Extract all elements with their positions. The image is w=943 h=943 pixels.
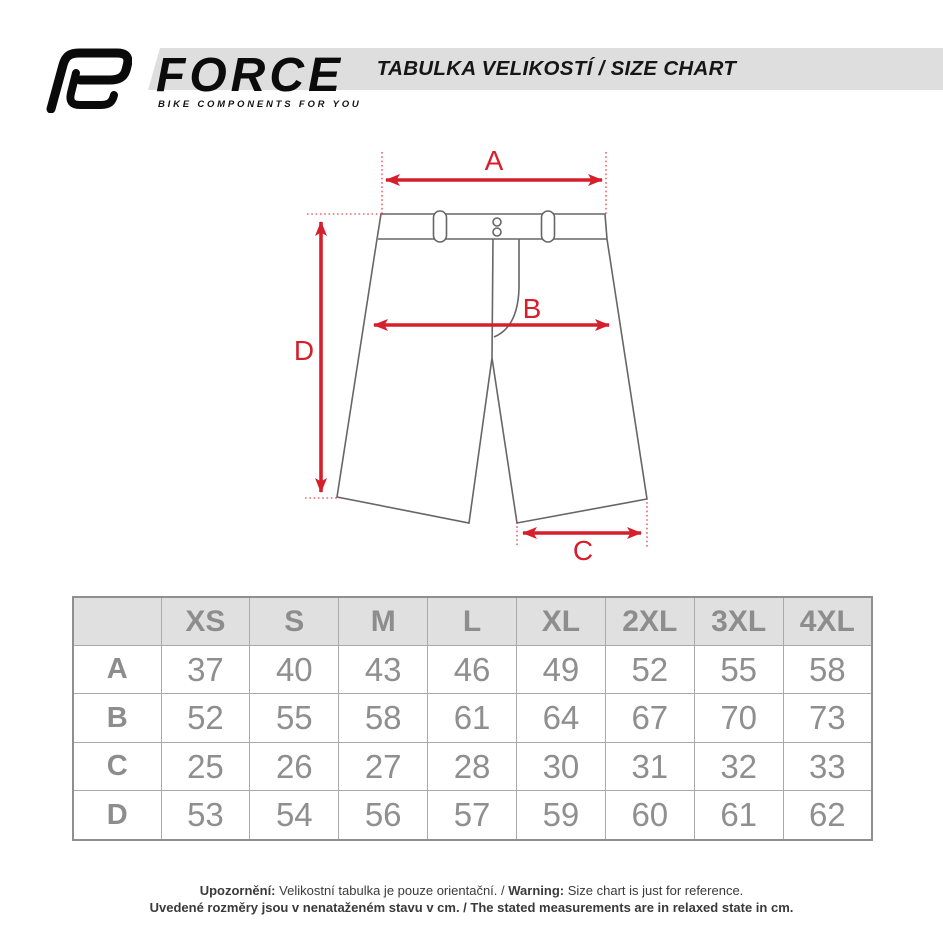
table-row xyxy=(73,791,872,840)
belt-loop-left xyxy=(434,211,447,242)
size-value-cell: 28 xyxy=(428,742,517,790)
size-value-cell: 53 xyxy=(161,791,250,840)
table-row xyxy=(73,742,872,790)
label-b: B xyxy=(522,293,542,324)
size-value-cell: 54 xyxy=(250,791,339,840)
size-value-cell: 62 xyxy=(783,791,872,840)
force-logo-icon xyxy=(44,45,132,113)
footer-warning-line xyxy=(0,883,943,900)
size-value-cell: 67 xyxy=(605,694,694,742)
size-value-cell: 37 xyxy=(161,646,250,694)
size-value-cell: 26 xyxy=(250,742,339,790)
size-value-cell: 55 xyxy=(694,646,783,694)
size-col-header: L xyxy=(428,597,517,646)
size-value-cell: 70 xyxy=(694,694,783,742)
size-table-body xyxy=(73,646,872,841)
size-value-cell: 31 xyxy=(605,742,694,790)
row-label: B xyxy=(73,694,161,742)
button-top xyxy=(493,218,501,226)
size-col-header: M xyxy=(339,597,428,646)
warning-label-cs: Upozornění: xyxy=(199,883,276,898)
size-value-cell: 58 xyxy=(339,694,428,742)
size-value-cell: 25 xyxy=(161,742,250,790)
footer-notes xyxy=(0,883,943,916)
size-value-cell: 56 xyxy=(339,791,428,840)
label-a: A xyxy=(484,145,504,176)
table-row xyxy=(73,646,872,694)
table-row xyxy=(73,694,872,742)
size-value-cell: 55 xyxy=(250,694,339,742)
warning-text-en: Size chart is just for reference. xyxy=(567,883,744,898)
size-value-cell: 40 xyxy=(250,646,339,694)
brand-tagline: BIKE COMPONENTS FOR YOU xyxy=(158,99,362,110)
warning-text-cs: Velikostní tabulka je pouze orientační. / xyxy=(279,883,505,898)
size-value-cell: 27 xyxy=(339,742,428,790)
size-col-header: XL xyxy=(517,597,606,646)
page-title: TABULKA VELIKOSTÍ / SIZE CHART xyxy=(376,57,737,80)
size-value-cell: 30 xyxy=(517,742,606,790)
size-col-header: XS xyxy=(161,597,250,646)
size-table-head-row xyxy=(73,597,872,646)
row-label: D xyxy=(73,791,161,840)
size-value-cell: 61 xyxy=(428,694,517,742)
row-label: A xyxy=(73,646,161,694)
size-value-cell: 61 xyxy=(694,791,783,840)
shorts-diagram xyxy=(280,130,680,570)
size-value-cell: 52 xyxy=(605,646,694,694)
belt-loop-right xyxy=(542,211,555,242)
size-value-cell: 59 xyxy=(517,791,606,840)
size-value-cell: 60 xyxy=(605,791,694,840)
brand-wordmark: FORCE xyxy=(156,49,344,102)
label-c: C xyxy=(572,535,594,566)
size-value-cell: 43 xyxy=(339,646,428,694)
corner-cell xyxy=(73,597,161,646)
size-value-cell: 73 xyxy=(783,694,872,742)
footer-note-line: Uvedené rozměry jsou v nenataženém stavu v cm. / The stated measurements are in relaxed state in cm. xyxy=(149,899,794,915)
shorts-outline xyxy=(337,211,647,523)
size-value-cell: 33 xyxy=(783,742,872,790)
row-label: C xyxy=(73,742,161,790)
size-col-header: 2XL xyxy=(605,597,694,646)
size-value-cell: 46 xyxy=(428,646,517,694)
button-bottom xyxy=(493,228,501,236)
size-value-cell: 58 xyxy=(783,646,872,694)
warning-label-en: Warning: xyxy=(508,883,565,898)
size-value-cell: 32 xyxy=(694,742,783,790)
size-value-cell: 57 xyxy=(428,791,517,840)
size-col-header: 3XL xyxy=(694,597,783,646)
label-d: D xyxy=(293,335,315,366)
size-value-cell: 64 xyxy=(517,694,606,742)
size-col-header: S xyxy=(250,597,339,646)
size-col-header: 4XL xyxy=(783,597,872,646)
size-table xyxy=(72,596,873,841)
size-value-cell: 52 xyxy=(161,694,250,742)
size-value-cell: 49 xyxy=(517,646,606,694)
